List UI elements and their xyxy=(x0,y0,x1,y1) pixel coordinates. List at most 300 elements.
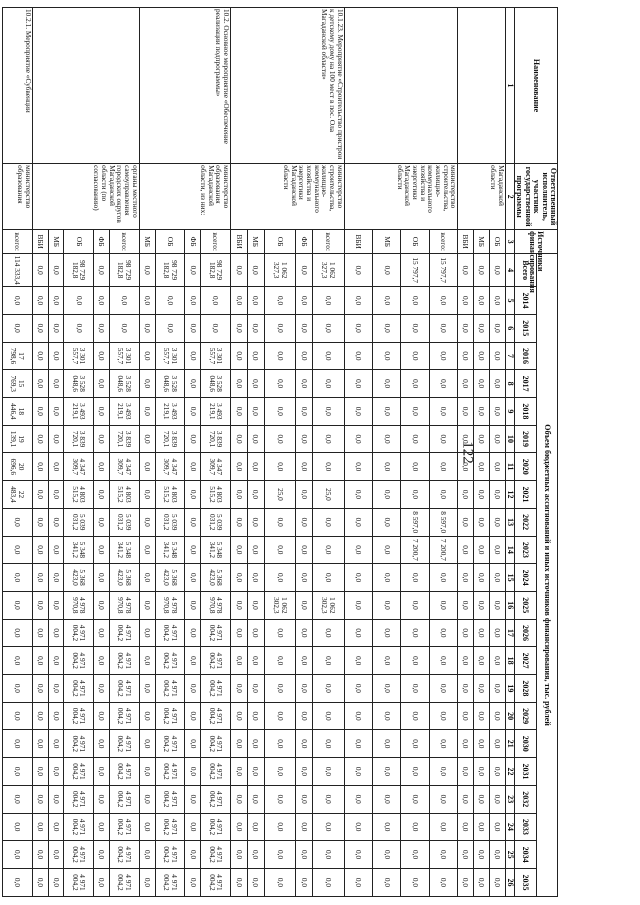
row-value: 0,0 xyxy=(264,841,296,869)
row-value: 3 528 048,6 xyxy=(155,370,185,398)
row-value: 0,0 xyxy=(247,453,264,481)
column-number: 3 xyxy=(505,230,514,254)
row-value: 0,0 xyxy=(489,314,505,342)
row-value: 4 971 004,2 xyxy=(110,647,140,675)
row-value: 0,0 xyxy=(373,536,401,564)
row-value: 0,0 xyxy=(429,619,457,647)
row-value: 0,0 xyxy=(373,564,401,592)
row-value: 0,0 xyxy=(185,647,201,675)
row-value: 0,0 xyxy=(185,730,201,758)
row-value: 3 493 219,1 xyxy=(110,398,140,426)
column-number: 9 xyxy=(505,398,514,426)
row-value: 0,0 xyxy=(429,342,457,370)
row-value: 0,0 xyxy=(139,398,155,426)
row-value: 0,0 xyxy=(94,591,110,619)
column-number: 13 xyxy=(505,508,514,536)
column-number: 10 xyxy=(505,425,514,453)
row-value: 4 971 004,2 xyxy=(64,702,94,730)
row-value: 0,0 xyxy=(296,647,313,675)
row-value: 0,0 xyxy=(474,841,490,869)
row-value: 0,0 xyxy=(373,702,401,730)
row-value: 0,0 xyxy=(312,508,344,536)
row-value: 0,0 xyxy=(185,785,201,813)
row-value: 0,0 xyxy=(32,287,48,315)
row-value: 0,0 xyxy=(429,287,457,315)
column-number: 24 xyxy=(505,813,514,841)
row-value: 0,0 xyxy=(32,370,48,398)
row-value: 4 971 004,2 xyxy=(64,785,94,813)
row-source: МБ xyxy=(247,230,264,254)
row-value: 0,0 xyxy=(429,785,457,813)
row-source: ОБ xyxy=(489,230,505,254)
row-value: 1 062 327,3 xyxy=(312,254,344,287)
row-value: 0,0 xyxy=(373,675,401,703)
row-value: 0,0 xyxy=(401,287,429,315)
row-value: 0,0 xyxy=(139,758,155,786)
row-value: 0,0 xyxy=(48,591,64,619)
row-value: 0,0 xyxy=(264,287,296,315)
row-value: 0,0 xyxy=(373,591,401,619)
row-source: всего: xyxy=(201,230,231,254)
row-value: 0,0 xyxy=(230,254,247,287)
row-value: 0,0 xyxy=(48,508,64,536)
row-value: 1 062 302,3 xyxy=(312,591,344,619)
row-value: 0,0 xyxy=(312,619,344,647)
row-value: 0,0 xyxy=(401,702,429,730)
row-value: 0,0 xyxy=(312,370,344,398)
row-value: 0,0 xyxy=(344,287,372,315)
row-value: 0,0 xyxy=(489,481,505,509)
header-total: Всего xyxy=(515,254,536,287)
row-value: 0,0 xyxy=(489,841,505,869)
row-value: 0,0 xyxy=(344,398,372,426)
row-value: 0,0 xyxy=(458,398,474,426)
row-value: 0,0 xyxy=(139,536,155,564)
row-value: 0,0 xyxy=(474,785,490,813)
header-year: 2030 xyxy=(515,730,536,758)
row-value: 0,0 xyxy=(247,536,264,564)
row-value: 4 971 004,2 xyxy=(201,647,231,675)
row-value: 0,0 xyxy=(230,481,247,509)
row-value: 0,0 xyxy=(344,254,372,287)
row-value: 5 039 031,2 xyxy=(201,508,231,536)
row-value: 0,0 xyxy=(185,508,201,536)
row-value: 0,0 xyxy=(489,702,505,730)
header-volume: Объем бюджетных ассигнований и иных источников финансирования, тыс. рублей xyxy=(536,254,557,897)
row-value: 0,0 xyxy=(185,591,201,619)
row-value: 0,0 xyxy=(489,564,505,592)
row-value: 0,0 xyxy=(429,564,457,592)
row-value: 0,0 xyxy=(429,398,457,426)
row-value: 5 348 341,2 xyxy=(155,536,185,564)
row-value: 0,0 xyxy=(458,591,474,619)
row-value: 0,0 xyxy=(489,785,505,813)
row-value: 4 971 004,2 xyxy=(64,813,94,841)
row-value: 4 803 515,2 xyxy=(201,481,231,509)
header-year: 2014 xyxy=(515,287,536,315)
row-executor: Магаданской области xyxy=(458,164,505,230)
row-value: 0,0 xyxy=(247,619,264,647)
row-value: 0,0 xyxy=(296,730,313,758)
row-value: 19 139,1 xyxy=(2,425,32,453)
row-value: 0,0 xyxy=(264,425,296,453)
row-value: 0,0 xyxy=(139,370,155,398)
row-value: 0,0 xyxy=(94,481,110,509)
row-value: 0,0 xyxy=(94,508,110,536)
row-value: 0,0 xyxy=(373,730,401,758)
row-value: 3 493 219,1 xyxy=(201,398,231,426)
row-value: 0,0 xyxy=(429,675,457,703)
row-value: 3 493 219,1 xyxy=(64,398,94,426)
header-year: 2018 xyxy=(515,398,536,426)
row-value: 0,0 xyxy=(458,564,474,592)
row-value: 0,0 xyxy=(373,481,401,509)
row-source: ВБИ xyxy=(458,230,474,254)
row-value: 0,0 xyxy=(94,370,110,398)
row-value: 0,0 xyxy=(344,730,372,758)
row-value: 0,0 xyxy=(458,508,474,536)
row-value: 0,0 xyxy=(296,370,313,398)
row-value: 0,0 xyxy=(139,785,155,813)
row-value: 4 971 004,2 xyxy=(110,675,140,703)
row-source: всего: xyxy=(429,230,457,254)
row-value: 0,0 xyxy=(458,370,474,398)
row-value: 0,0 xyxy=(48,287,64,315)
row-value: 0,0 xyxy=(429,730,457,758)
header-year: 2033 xyxy=(515,813,536,841)
row-value: 0,0 xyxy=(474,254,490,287)
row-value: 0,0 xyxy=(489,758,505,786)
row-source: МБ xyxy=(373,230,401,254)
row-value: 4 971 004,2 xyxy=(201,758,231,786)
row-value: 0,0 xyxy=(94,314,110,342)
row-value: 0,0 xyxy=(32,675,48,703)
row-source: ВБИ xyxy=(32,230,48,254)
row-value: 0,0 xyxy=(139,647,155,675)
row-value: 0,0 xyxy=(474,398,490,426)
row-value: 5 348 341,2 xyxy=(64,536,94,564)
row-value: 0,0 xyxy=(489,591,505,619)
row-value: 0,0 xyxy=(264,314,296,342)
row-value: 0,0 xyxy=(32,398,48,426)
row-value: 0,0 xyxy=(373,254,401,287)
row-value: 0,0 xyxy=(474,314,490,342)
row-value: 0,0 xyxy=(48,730,64,758)
row-value: 0,0 xyxy=(373,619,401,647)
column-number: 12 xyxy=(505,481,514,509)
row-value: 4 971 004,2 xyxy=(64,730,94,758)
table-row xyxy=(110,8,140,897)
row-name xyxy=(458,8,505,164)
header-year: 2025 xyxy=(515,591,536,619)
row-value: 0,0 xyxy=(458,841,474,869)
row-value: 0,0 xyxy=(296,508,313,536)
row-source: всего: xyxy=(110,230,140,254)
row-value: 0,0 xyxy=(230,841,247,869)
row-value: 0,0 xyxy=(94,287,110,315)
row-value: 4 971 004,2 xyxy=(155,868,185,896)
row-value: 0,0 xyxy=(48,868,64,896)
row-value: 0,0 xyxy=(373,314,401,342)
row-value: 4 971 004,2 xyxy=(155,730,185,758)
row-value: 15 769,3 xyxy=(2,370,32,398)
row-value: 4 971 004,2 xyxy=(110,758,140,786)
row-value: 0,0 xyxy=(139,730,155,758)
header-year: 2016 xyxy=(515,342,536,370)
row-value: 0,0 xyxy=(401,481,429,509)
row-value: 0,0 xyxy=(2,287,32,315)
row-value: 0,0 xyxy=(474,675,490,703)
header-executor: Ответственный исполнитель, участник государственной программы xyxy=(515,164,558,230)
column-number: 21 xyxy=(505,730,514,758)
row-value: 0,0 xyxy=(32,425,48,453)
row-value: 5 348 341,2 xyxy=(110,536,140,564)
row-value: 0,0 xyxy=(373,841,401,869)
row-value: 0,0 xyxy=(94,619,110,647)
row-value: 4 971 004,2 xyxy=(110,619,140,647)
row-value: 0,0 xyxy=(264,675,296,703)
row-value: 0,0 xyxy=(296,481,313,509)
row-value: 5 368 423,0 xyxy=(64,564,94,592)
row-value: 3 839 720,1 xyxy=(201,425,231,453)
row-value: 0,0 xyxy=(474,481,490,509)
row-value: 4 978 970,8 xyxy=(64,591,94,619)
row-value: 4 971 004,2 xyxy=(201,619,231,647)
row-source: ОБ xyxy=(155,230,185,254)
row-executor: министерство образования Магаданской области, из них: xyxy=(139,164,230,230)
row-value: 5 368 423,0 xyxy=(201,564,231,592)
row-value: 0,0 xyxy=(401,841,429,869)
row-value: 0,0 xyxy=(155,314,185,342)
row-value: 0,0 xyxy=(474,813,490,841)
row-value: 0,0 xyxy=(32,254,48,287)
row-value: 0,0 xyxy=(230,647,247,675)
row-value: 0,0 xyxy=(489,647,505,675)
header-year: 2022 xyxy=(515,508,536,536)
row-value: 0,0 xyxy=(312,730,344,758)
row-value: 0,0 xyxy=(185,481,201,509)
row-value: 4 971 004,2 xyxy=(155,647,185,675)
row-value: 0,0 xyxy=(2,785,32,813)
row-value: 0,0 xyxy=(489,813,505,841)
table-row xyxy=(489,8,505,897)
header-year: 2028 xyxy=(515,675,536,703)
row-value: 0,0 xyxy=(32,785,48,813)
row-value: 0,0 xyxy=(32,481,48,509)
row-value: 0,0 xyxy=(401,314,429,342)
row-value: 8 597,0 xyxy=(401,508,429,536)
row-value: 0,0 xyxy=(48,841,64,869)
row-value: 0,0 xyxy=(296,564,313,592)
row-value: 0,0 xyxy=(458,730,474,758)
row-value: 17 798,6 xyxy=(2,342,32,370)
row-value: 0,0 xyxy=(489,287,505,315)
row-value: 0,0 xyxy=(48,453,64,481)
row-value: 0,0 xyxy=(429,370,457,398)
column-number: 25 xyxy=(505,841,514,869)
row-value: 0,0 xyxy=(2,758,32,786)
column-number: 8 xyxy=(505,370,514,398)
row-value: 3 301 557,7 xyxy=(155,342,185,370)
row-value: 0,0 xyxy=(139,508,155,536)
row-value: 0,0 xyxy=(139,453,155,481)
row-value: 0,0 xyxy=(2,841,32,869)
row-value: 0,0 xyxy=(94,868,110,896)
row-value: 0,0 xyxy=(32,508,48,536)
row-value: 25,0 xyxy=(264,481,296,509)
row-source: ВБИ xyxy=(344,230,372,254)
row-value: 0,0 xyxy=(264,398,296,426)
row-value: 0,0 xyxy=(373,370,401,398)
row-value: 0,0 xyxy=(94,453,110,481)
row-value: 3 301 557,7 xyxy=(110,342,140,370)
row-source: ФБ xyxy=(185,230,201,254)
row-value: 0,0 xyxy=(474,508,490,536)
row-value: 0,0 xyxy=(230,591,247,619)
row-source: всего: xyxy=(2,230,32,254)
row-value: 0,0 xyxy=(32,453,48,481)
row-value: 4 971 004,2 xyxy=(201,730,231,758)
row-value: 4 971 004,2 xyxy=(64,868,94,896)
row-value: 0,0 xyxy=(247,702,264,730)
row-value: 0,0 xyxy=(94,536,110,564)
row-value: 4 803 515,2 xyxy=(64,481,94,509)
row-value: 0,0 xyxy=(139,591,155,619)
row-value: 4 971 004,2 xyxy=(155,702,185,730)
row-value: 0,0 xyxy=(312,564,344,592)
row-value: 0,0 xyxy=(474,342,490,370)
header-year: 2031 xyxy=(515,758,536,786)
row-value: 0,0 xyxy=(230,564,247,592)
row-value: 0,0 xyxy=(344,619,372,647)
row-value: 4 978 970,8 xyxy=(155,591,185,619)
row-value: 0,0 xyxy=(2,730,32,758)
row-value: 0,0 xyxy=(401,619,429,647)
row-value: 0,0 xyxy=(458,647,474,675)
row-value: 0,0 xyxy=(489,619,505,647)
row-value: 4 971 004,2 xyxy=(110,868,140,896)
row-value: 0,0 xyxy=(401,730,429,758)
row-value: 0,0 xyxy=(401,647,429,675)
row-value: 0,0 xyxy=(94,841,110,869)
row-value: 0,0 xyxy=(373,868,401,896)
row-value: 0,0 xyxy=(230,675,247,703)
row-value: 0,0 xyxy=(344,508,372,536)
row-value: 0,0 xyxy=(247,868,264,896)
row-value: 0,0 xyxy=(185,314,201,342)
row-source: МБ xyxy=(48,230,64,254)
row-value: 0,0 xyxy=(32,564,48,592)
column-number: 2 xyxy=(505,164,514,230)
row-value: 0,0 xyxy=(373,342,401,370)
row-value: 0,0 xyxy=(185,702,201,730)
row-value: 0,0 xyxy=(247,425,264,453)
row-value: 0,0 xyxy=(312,702,344,730)
row-value: 0,0 xyxy=(94,342,110,370)
row-value: 0,0 xyxy=(32,619,48,647)
row-value: 0,0 xyxy=(264,785,296,813)
row-value: 0,0 xyxy=(185,675,201,703)
row-value: 4 971 004,2 xyxy=(110,785,140,813)
row-value: 0,0 xyxy=(201,287,231,315)
row-value: 0,0 xyxy=(344,591,372,619)
column-number: 14 xyxy=(505,536,514,564)
row-value: 0,0 xyxy=(429,591,457,619)
row-value: 0,0 xyxy=(458,619,474,647)
row-value: 0,0 xyxy=(139,619,155,647)
row-value: 0,0 xyxy=(48,536,64,564)
row-value: 0,0 xyxy=(429,425,457,453)
row-value: 0,0 xyxy=(401,785,429,813)
row-value: 0,0 xyxy=(264,868,296,896)
row-value: 0,0 xyxy=(139,425,155,453)
row-value: 0,0 xyxy=(264,536,296,564)
row-value: 5 368 423,0 xyxy=(155,564,185,592)
row-value: 0,0 xyxy=(458,702,474,730)
row-value: 0,0 xyxy=(2,619,32,647)
row-value: 4 978 970,8 xyxy=(110,591,140,619)
column-number: 22 xyxy=(505,758,514,786)
row-value: 5 039 031,2 xyxy=(110,508,140,536)
row-value: 4 971 004,2 xyxy=(110,841,140,869)
row-value: 15 797,7 xyxy=(401,254,429,287)
row-source: ОБ xyxy=(64,230,94,254)
row-value: 0,0 xyxy=(489,453,505,481)
row-value: 0,0 xyxy=(247,730,264,758)
row-value: 0,0 xyxy=(94,675,110,703)
row-source: ОБ xyxy=(401,230,429,254)
row-value: 0,0 xyxy=(185,425,201,453)
row-value: 0,0 xyxy=(201,314,231,342)
row-value: 0,0 xyxy=(344,370,372,398)
row-value: 3 528 048,6 xyxy=(110,370,140,398)
row-value: 0,0 xyxy=(312,425,344,453)
row-value: 4 971 004,2 xyxy=(201,813,231,841)
row-value: 0,0 xyxy=(296,813,313,841)
row-value: 0,0 xyxy=(344,453,372,481)
row-value: 0,0 xyxy=(401,564,429,592)
row-value: 0,0 xyxy=(48,254,64,287)
row-value: 0,0 xyxy=(401,758,429,786)
row-value: 4 971 004,2 xyxy=(155,675,185,703)
row-value: 98 729 182,8 xyxy=(110,254,140,287)
row-value: 0,0 xyxy=(185,619,201,647)
row-value: 0,0 xyxy=(458,785,474,813)
row-value: 0,0 xyxy=(344,647,372,675)
header-year: 2026 xyxy=(515,619,536,647)
page-number: 122 xyxy=(459,441,476,464)
row-value: 15 797,7 xyxy=(429,254,457,287)
row-value: 0,0 xyxy=(94,647,110,675)
row-value: 0,0 xyxy=(429,453,457,481)
row-value: 4 971 004,2 xyxy=(201,702,231,730)
column-number: 23 xyxy=(505,785,514,813)
row-value: 0,0 xyxy=(401,398,429,426)
row-value: 0,0 xyxy=(458,425,474,453)
row-value: 0,0 xyxy=(489,730,505,758)
row-value: 0,0 xyxy=(429,868,457,896)
row-value: 0,0 xyxy=(296,619,313,647)
row-value: 3 528 048,6 xyxy=(64,370,94,398)
row-value: 0,0 xyxy=(2,702,32,730)
row-value: 4 971 004,2 xyxy=(64,647,94,675)
header-year: 2017 xyxy=(515,370,536,398)
row-value: 0,0 xyxy=(185,453,201,481)
row-value: 0,0 xyxy=(94,702,110,730)
row-value: 4 971 004,2 xyxy=(110,702,140,730)
row-value: 0,0 xyxy=(344,702,372,730)
row-value: 0,0 xyxy=(247,314,264,342)
